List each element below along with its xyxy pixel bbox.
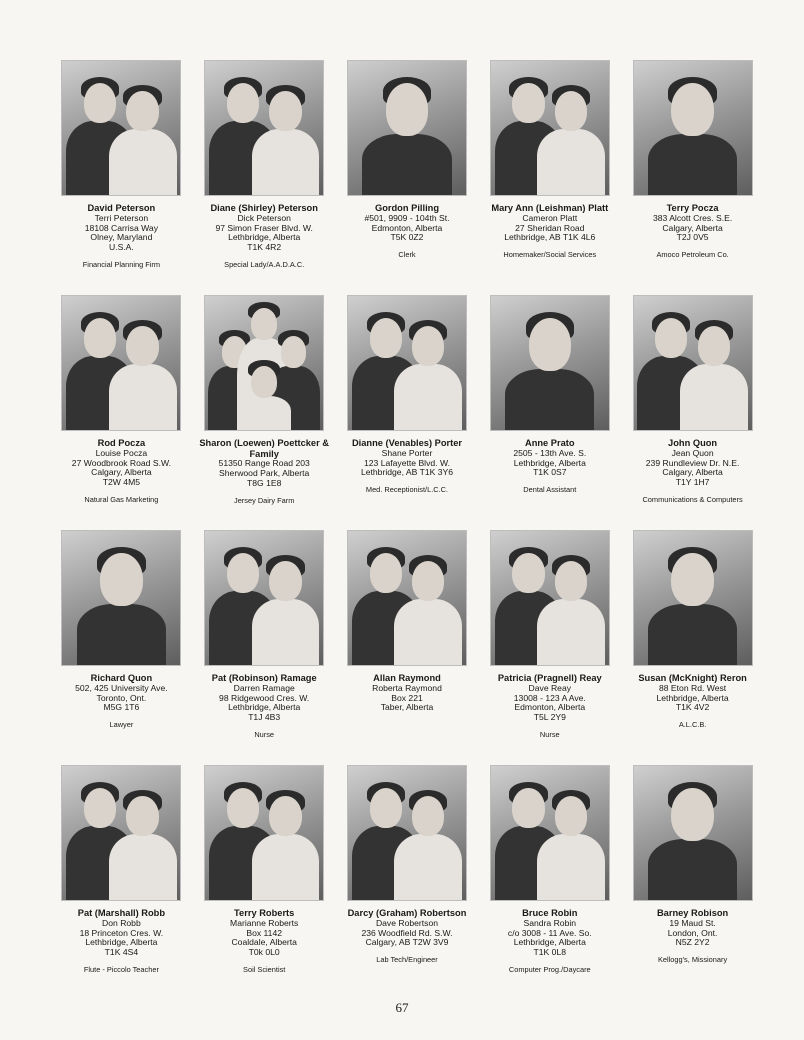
address-line: Box 1142 bbox=[246, 927, 283, 938]
address-line: Jean Quon bbox=[671, 447, 714, 458]
person-name: Darcy (Graham) Robertson bbox=[347, 908, 467, 918]
person-name: Pat (Robinson) Ramage bbox=[211, 673, 317, 683]
portrait-photo bbox=[490, 530, 610, 666]
occupation: A.L.C.B. bbox=[678, 720, 707, 730]
occupation: Amoco Petroleum Co. bbox=[656, 250, 729, 260]
portrait-photo bbox=[204, 295, 324, 431]
address-line: T1K 0L8 bbox=[533, 947, 567, 958]
person-name: Anne Prato bbox=[524, 438, 575, 448]
address-line: Dick Peterson bbox=[237, 212, 291, 223]
directory-entry bbox=[193, 765, 336, 1000]
address-line: Calgary, Alberta bbox=[662, 467, 723, 478]
address-line: c/o 3008 - 11 Ave. So. bbox=[507, 927, 592, 938]
address-line: T1J 4B3 bbox=[248, 712, 281, 723]
occupation: Special Lady/A.A.D.A.C. bbox=[224, 260, 305, 270]
portrait-photo bbox=[490, 765, 610, 901]
address-line: 98 Ridgewood Cres. W. bbox=[219, 692, 310, 703]
address-line: T1K 4R2 bbox=[247, 242, 282, 253]
directory-entry bbox=[50, 295, 193, 530]
directory-entry bbox=[478, 60, 621, 295]
address-line: T8G 1E8 bbox=[246, 478, 282, 489]
address-line: T2J 0V5 bbox=[676, 232, 709, 243]
address-line: T0k 0L0 bbox=[248, 947, 280, 958]
occupation: Lab Tech/Engineer bbox=[376, 955, 438, 965]
occupation: Financial Planning Firm bbox=[82, 260, 161, 270]
address-line: Lethbridge, Alberta bbox=[85, 937, 158, 948]
address-line: 19 Maud St. bbox=[669, 917, 716, 928]
address-line: Edmonton, Alberta bbox=[514, 702, 586, 713]
portrait-photo bbox=[347, 530, 467, 666]
address-line: 88 Eton Rd. West bbox=[658, 682, 727, 693]
address-line: Lethbridge, AB T1K 4L6 bbox=[504, 232, 596, 243]
directory-entry bbox=[336, 530, 479, 765]
address-line: Dave Reay bbox=[528, 682, 572, 693]
address-line: 239 Rundleview Dr. N.E. bbox=[645, 457, 740, 468]
address-line: 18 Princeton Cres. W. bbox=[79, 927, 164, 938]
occupation: Clerk bbox=[398, 250, 416, 260]
portrait-photo bbox=[490, 60, 610, 196]
address-line: Terri Peterson bbox=[94, 212, 149, 223]
address-line: Olney, Maryland bbox=[90, 232, 153, 243]
address-line: T1K 4V2 bbox=[675, 702, 710, 713]
address-line: 383 Alcott Cres. S.E. bbox=[652, 212, 733, 223]
address-line: London, Ont. bbox=[667, 927, 718, 938]
person-name: Rod Pocza bbox=[97, 438, 146, 448]
directory-entry bbox=[621, 765, 764, 1000]
address-line: 502, 425 University Ave. bbox=[75, 682, 168, 693]
address-line: 27 Sheridan Road bbox=[515, 222, 585, 233]
address-line: 13008 - 123 A Ave. bbox=[513, 692, 586, 703]
address-line: Lethbridge, Alberta bbox=[228, 232, 301, 243]
address-line: Box 221 bbox=[391, 692, 423, 703]
portrait-photo bbox=[61, 765, 181, 901]
address-line: Lethbridge, Alberta bbox=[228, 702, 301, 713]
person-name: Mary Ann (Leishman) Platt bbox=[491, 203, 609, 213]
address-line: Dave Robertson bbox=[375, 917, 439, 928]
page-number: 67 bbox=[395, 1000, 409, 1015]
address-line: Toronto, Ont. bbox=[96, 692, 147, 703]
occupation: Nurse bbox=[254, 730, 275, 740]
address-line: Don Robb bbox=[102, 917, 141, 928]
person-name: Pat (Marshall) Robb bbox=[77, 908, 166, 918]
directory-entry bbox=[478, 765, 621, 1000]
address-line: Edmonton, Alberta bbox=[371, 222, 443, 233]
person-name: Susan (McKnight) Reron bbox=[638, 673, 747, 683]
directory-grid bbox=[50, 60, 764, 1000]
portrait-photo bbox=[204, 60, 324, 196]
address-line: Darren Ramage bbox=[233, 682, 295, 693]
address-line: #501, 9909 - 104th St. bbox=[364, 212, 450, 223]
directory-entry bbox=[336, 295, 479, 530]
address-line: Lethbridge, Alberta bbox=[656, 692, 729, 703]
address-line: Cameron Platt bbox=[522, 212, 578, 223]
occupation: Soil Scientist bbox=[243, 965, 286, 975]
occupation: Med. Receptionist/L.C.C. bbox=[365, 485, 449, 495]
person-name: Gordon Pilling bbox=[374, 203, 440, 213]
address-line: N5Z 2Y2 bbox=[675, 937, 710, 948]
address-line: Calgary, Alberta bbox=[662, 222, 723, 233]
directory-entry bbox=[336, 765, 479, 1000]
address-line: T5K 0Z2 bbox=[390, 232, 424, 243]
occupation: Communications & Computers bbox=[642, 495, 743, 505]
directory-entry bbox=[478, 530, 621, 765]
occupation: Jersey Dairy Farm bbox=[234, 496, 295, 505]
portrait-photo bbox=[347, 295, 467, 431]
occupation: Natural Gas Marketing bbox=[84, 495, 159, 505]
directory-entry bbox=[621, 530, 764, 765]
occupation: Computer Prog./Daycare bbox=[508, 965, 591, 975]
address-line: Calgary, Alberta bbox=[91, 467, 152, 478]
occupation: Dental Assistant bbox=[523, 485, 577, 495]
person-name: John Quon bbox=[668, 438, 718, 448]
address-line: Louise Pocza bbox=[95, 447, 148, 458]
address-line: 236 Woodfield Rd. S.W. bbox=[361, 927, 453, 938]
address-line: Coaldale, Alberta bbox=[231, 937, 297, 948]
address-line: M5G 1T6 bbox=[103, 702, 140, 713]
address-line: Taber, Alberta bbox=[380, 702, 434, 713]
occupation: Flute - Piccolo Teacher bbox=[83, 965, 159, 975]
address-line: 97 Simon Fraser Blvd. W. bbox=[215, 222, 313, 233]
portrait-photo bbox=[204, 530, 324, 666]
directory-entry bbox=[621, 60, 764, 295]
directory-entry bbox=[50, 530, 193, 765]
address-line: Marianne Roberts bbox=[230, 917, 299, 928]
person-name: Barney Robison bbox=[656, 908, 729, 918]
person-name: Terry Roberts bbox=[234, 908, 295, 918]
person-name: Bruce Robin bbox=[522, 908, 578, 918]
person-name: Sharon (Loewen) Poettcker & Family bbox=[199, 438, 330, 459]
address-line: T2W 4M5 bbox=[102, 477, 141, 488]
address-line: Sherwood Park, Alberta bbox=[219, 468, 310, 479]
occupation: Lawyer bbox=[109, 720, 134, 730]
address-line: 18108 Carrisa Way bbox=[84, 222, 159, 233]
address-line: 27 Woodbrook Road S.W. bbox=[71, 457, 171, 468]
address-line: T5L 2Y9 bbox=[533, 712, 566, 723]
portrait-photo bbox=[490, 295, 610, 431]
directory-entry bbox=[336, 60, 479, 295]
address-line: Sandra Robin bbox=[523, 917, 577, 928]
address-line: Calgary, AB T2W 3V9 bbox=[365, 937, 449, 948]
portrait-photo bbox=[347, 60, 467, 196]
portrait-photo bbox=[61, 60, 181, 196]
occupation: Kellogg's, Missionary bbox=[657, 955, 728, 965]
directory-entry bbox=[50, 60, 193, 295]
portrait-photo bbox=[633, 60, 753, 196]
person-name: David Peterson bbox=[87, 203, 156, 213]
portrait-photo bbox=[633, 530, 753, 666]
portrait-photo bbox=[633, 295, 753, 431]
address-line: T1K 4S4 bbox=[104, 947, 139, 958]
address-line: Lethbridge, Alberta bbox=[513, 457, 586, 468]
person-name: Allan Raymond bbox=[373, 673, 441, 683]
address-line: U.S.A. bbox=[108, 242, 134, 253]
portrait-photo bbox=[61, 530, 181, 666]
address-line: Roberta Raymond bbox=[372, 682, 442, 693]
address-line: Lethbridge, AB T1K 3Y6 bbox=[360, 467, 454, 478]
directory-entry bbox=[193, 295, 336, 530]
directory-entry bbox=[478, 295, 621, 530]
address-line: Shane Porter bbox=[381, 447, 433, 458]
address-line: T1K 0S7 bbox=[533, 467, 567, 478]
address-line: 2505 - 13th Ave. S. bbox=[513, 447, 587, 458]
directory-entry bbox=[193, 530, 336, 765]
person-name: Dianne (Venables) Porter bbox=[351, 438, 463, 448]
directory-entry bbox=[621, 295, 764, 530]
address-line: Lethbridge, Alberta bbox=[513, 937, 586, 948]
portrait-photo bbox=[61, 295, 181, 431]
portrait-photo bbox=[633, 765, 753, 901]
person-name: Terry Pocza bbox=[666, 203, 719, 213]
address-line: 51350 Range Road 203 bbox=[218, 458, 310, 469]
address-line: 123 Lafayette Blvd. W. bbox=[363, 457, 450, 468]
directory-entry bbox=[193, 60, 336, 295]
portrait-photo bbox=[347, 765, 467, 901]
occupation: Nurse bbox=[539, 730, 560, 740]
person-name: Diane (Shirley) Peterson bbox=[210, 203, 318, 213]
person-name: Patricia (Pragnell) Reay bbox=[497, 673, 602, 683]
address-line: T1Y 1H7 bbox=[675, 477, 710, 488]
directory-entry bbox=[50, 765, 193, 1000]
person-name: Richard Quon bbox=[90, 673, 153, 683]
occupation: Homemaker/Social Services bbox=[503, 250, 597, 260]
portrait-photo bbox=[204, 765, 324, 901]
